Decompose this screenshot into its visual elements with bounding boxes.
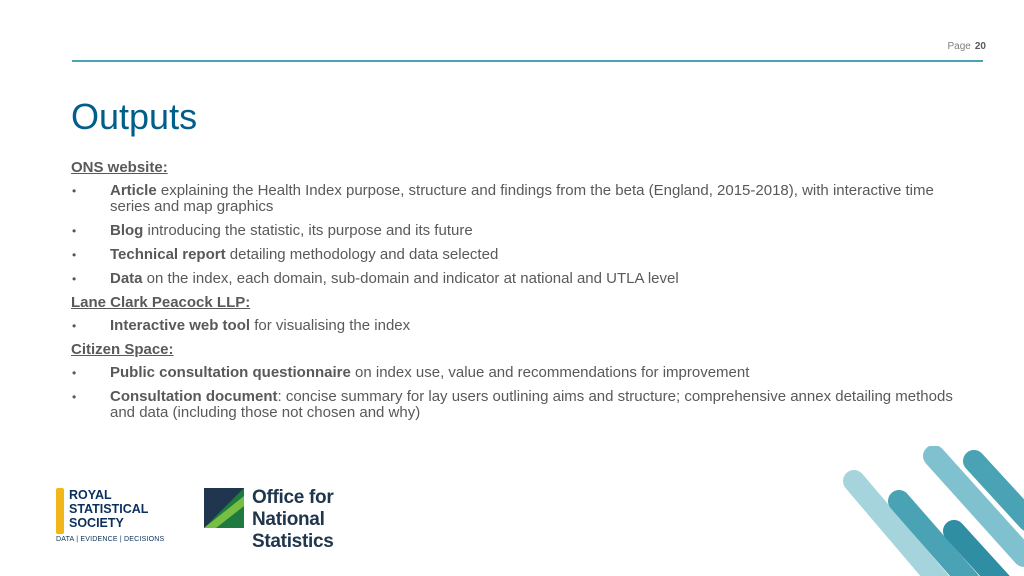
bullet-icon: • (72, 390, 77, 404)
list-item: • Article explaining the Health Index purpose, structure and findings from the beta (England, 2015-2018), with interactive time series and map graphics (72, 182, 934, 215)
bullet-icon: • (72, 272, 77, 286)
bullet-icon: • (72, 248, 77, 262)
ons-mark-icon (204, 488, 244, 528)
page-label: Page (947, 41, 971, 52)
section-heading-citizen-space: Citizen Space: (71, 341, 174, 358)
bullet-icon: • (72, 184, 77, 198)
list-item: • Data on the index, each domain, sub-domain and indicator at national and UTLA level (72, 270, 679, 287)
list-item: • Public consultation questionnaire on index use, value and recommendations for improvement (72, 364, 750, 381)
section-heading-lcp: Lane Clark Peacock LLP: (71, 294, 251, 311)
slide-title: Outputs (71, 96, 198, 137)
decorative-stripes (824, 446, 1024, 576)
list-item: • Technical report detailing methodology and data selected (72, 246, 499, 263)
list-item: • Blog introducing the statistic, its purpose and its future (72, 222, 473, 239)
rss-tagline: DATA | EVIDENCE | DECISIONS (56, 536, 165, 543)
bullet-icon: • (72, 224, 77, 238)
outputs-list (71, 160, 971, 429)
page-number-value: 20 (974, 41, 986, 52)
bullet-icon: • (72, 366, 77, 380)
header-divider (72, 60, 983, 62)
bullet-icon: • (72, 319, 77, 333)
list-item: • Consultation document: concise summary for lay users outlining aims and structure; comprehensive annex detailing methods and data (including those not chosen and why) (72, 388, 953, 421)
rss-logo: ROYAL STATISTICAL SOCIETY DATA | EVIDENCE | DECISIONS (56, 488, 165, 543)
rss-bar-icon (56, 488, 64, 534)
list-item: • Interactive web tool for visualising the index (72, 317, 411, 334)
ons-logo: Office for National Statistics (204, 486, 404, 534)
section-heading-ons: ONS website: (71, 159, 168, 176)
page-number (948, 41, 986, 52)
